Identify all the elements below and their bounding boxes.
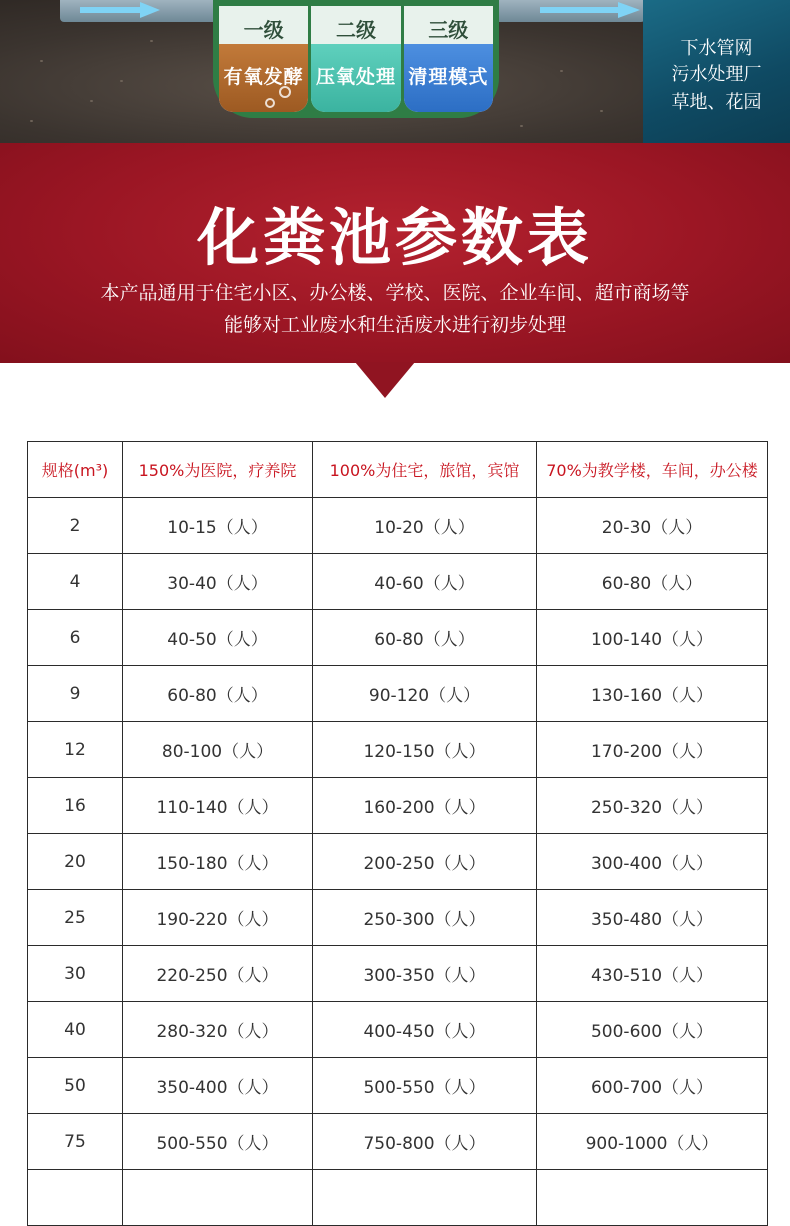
banner-description-line-2: 能够对工业废水和生活废水进行初步处理 bbox=[223, 314, 566, 336]
spec-cell bbox=[28, 1170, 123, 1226]
hospital-cell: 10-15（人） bbox=[123, 498, 313, 554]
hospital-cell: 110-140（人） bbox=[123, 778, 313, 834]
hospital-cell: 500-550（人） bbox=[123, 1114, 313, 1170]
stage-2-level: 二级 bbox=[335, 18, 376, 42]
inlet-arrow-icon bbox=[80, 2, 160, 18]
table-row bbox=[28, 498, 768, 554]
table-row bbox=[28, 610, 768, 666]
school-cell: 500-600（人） bbox=[537, 1002, 768, 1058]
residential-cell: 90-120（人） bbox=[313, 666, 537, 722]
table-row bbox=[28, 946, 768, 1002]
table-body bbox=[28, 498, 768, 1226]
stage-1-name: 有氧发酵 bbox=[223, 66, 304, 88]
residential-cell: 160-200（人） bbox=[313, 778, 537, 834]
school-cell: 60-80（人） bbox=[537, 554, 768, 610]
school-cell: 430-510（人） bbox=[537, 946, 768, 1002]
spec-cell: 25 bbox=[28, 890, 123, 946]
residential-cell: 250-300（人） bbox=[313, 890, 537, 946]
header-hospital: 150%为医院，疗养院 bbox=[123, 442, 313, 498]
spec-cell: 75 bbox=[28, 1114, 123, 1170]
residential-cell: 120-150（人） bbox=[313, 722, 537, 778]
table-row bbox=[28, 834, 768, 890]
spec-cell: 6 bbox=[28, 610, 123, 666]
residential-cell bbox=[313, 1170, 537, 1226]
banner-notch bbox=[355, 362, 415, 398]
table-header-row bbox=[28, 442, 768, 498]
spec-cell: 40 bbox=[28, 1002, 123, 1058]
school-cell bbox=[537, 1170, 768, 1226]
spec-cell: 20 bbox=[28, 834, 123, 890]
stage-3-chamber bbox=[404, 6, 493, 112]
septic-tank bbox=[213, 0, 499, 118]
spec-cell: 12 bbox=[28, 722, 123, 778]
outlet-destination-panel bbox=[643, 0, 790, 143]
tank-illustration bbox=[0, 0, 790, 143]
spec-cell: 30 bbox=[28, 946, 123, 1002]
outlet-line-2: 污水处理厂 bbox=[671, 64, 762, 85]
stage-1-chamber bbox=[219, 6, 308, 112]
stage-3-level: 三级 bbox=[428, 18, 469, 42]
table-row bbox=[28, 554, 768, 610]
hospital-cell: 30-40（人） bbox=[123, 554, 313, 610]
school-cell: 350-480（人） bbox=[537, 890, 768, 946]
table-row bbox=[28, 778, 768, 834]
hospital-cell: 60-80（人） bbox=[123, 666, 313, 722]
table-row bbox=[28, 1114, 768, 1170]
school-cell: 170-200（人） bbox=[537, 722, 768, 778]
table-row bbox=[28, 1170, 768, 1226]
hospital-cell: 280-320（人） bbox=[123, 1002, 313, 1058]
residential-cell: 750-800（人） bbox=[313, 1114, 537, 1170]
hospital-cell bbox=[123, 1170, 313, 1226]
page-title: 化粪池参数表 bbox=[196, 201, 593, 274]
school-cell: 900-1000（人） bbox=[537, 1114, 768, 1170]
spec-cell: 16 bbox=[28, 778, 123, 834]
residential-cell: 300-350（人） bbox=[313, 946, 537, 1002]
hospital-cell: 190-220（人） bbox=[123, 890, 313, 946]
school-cell: 250-320（人） bbox=[537, 778, 768, 834]
stage-3-name: 清理模式 bbox=[408, 66, 489, 88]
outlet-arrow-icon bbox=[540, 2, 640, 18]
school-cell: 300-400（人） bbox=[537, 834, 768, 890]
outlet-line-3: 草地、花园 bbox=[671, 92, 762, 113]
residential-cell: 40-60（人） bbox=[313, 554, 537, 610]
hospital-cell: 80-100（人） bbox=[123, 722, 313, 778]
spec-cell: 4 bbox=[28, 554, 123, 610]
hospital-cell: 40-50（人） bbox=[123, 610, 313, 666]
outlet-line-1: 下水管网 bbox=[680, 38, 753, 59]
stage-2-name: 压氧处理 bbox=[315, 66, 396, 88]
header-spec: 规格(m³) bbox=[28, 442, 123, 498]
school-cell: 20-30（人） bbox=[537, 498, 768, 554]
header-residential: 100%为住宅，旅馆，宾馆 bbox=[313, 442, 537, 498]
residential-cell: 500-550（人） bbox=[313, 1058, 537, 1114]
residential-cell: 10-20（人） bbox=[313, 498, 537, 554]
spec-cell: 50 bbox=[28, 1058, 123, 1114]
table-row bbox=[28, 666, 768, 722]
school-cell: 130-160（人） bbox=[537, 666, 768, 722]
table-row bbox=[28, 1002, 768, 1058]
hospital-cell: 150-180（人） bbox=[123, 834, 313, 890]
stage-1-level: 一级 bbox=[243, 18, 284, 42]
spec-cell: 2 bbox=[28, 498, 123, 554]
table-row bbox=[28, 1058, 768, 1114]
spec-cell: 9 bbox=[28, 666, 123, 722]
stage-2-chamber bbox=[311, 6, 400, 112]
parameter-table bbox=[27, 441, 768, 1226]
hospital-cell: 350-400（人） bbox=[123, 1058, 313, 1114]
residential-cell: 200-250（人） bbox=[313, 834, 537, 890]
school-cell: 600-700（人） bbox=[537, 1058, 768, 1114]
banner-description-line-1: 本产品通用于住宅小区、办公楼、学校、医院、企业车间、超市商场等 bbox=[100, 282, 690, 304]
residential-cell: 60-80（人） bbox=[313, 610, 537, 666]
hospital-cell: 220-250（人） bbox=[123, 946, 313, 1002]
table-row bbox=[28, 890, 768, 946]
residential-cell: 400-450（人） bbox=[313, 1002, 537, 1058]
header-school: 70%为教学楼，车间，办公楼 bbox=[537, 442, 768, 498]
table-row bbox=[28, 722, 768, 778]
school-cell: 100-140（人） bbox=[537, 610, 768, 666]
